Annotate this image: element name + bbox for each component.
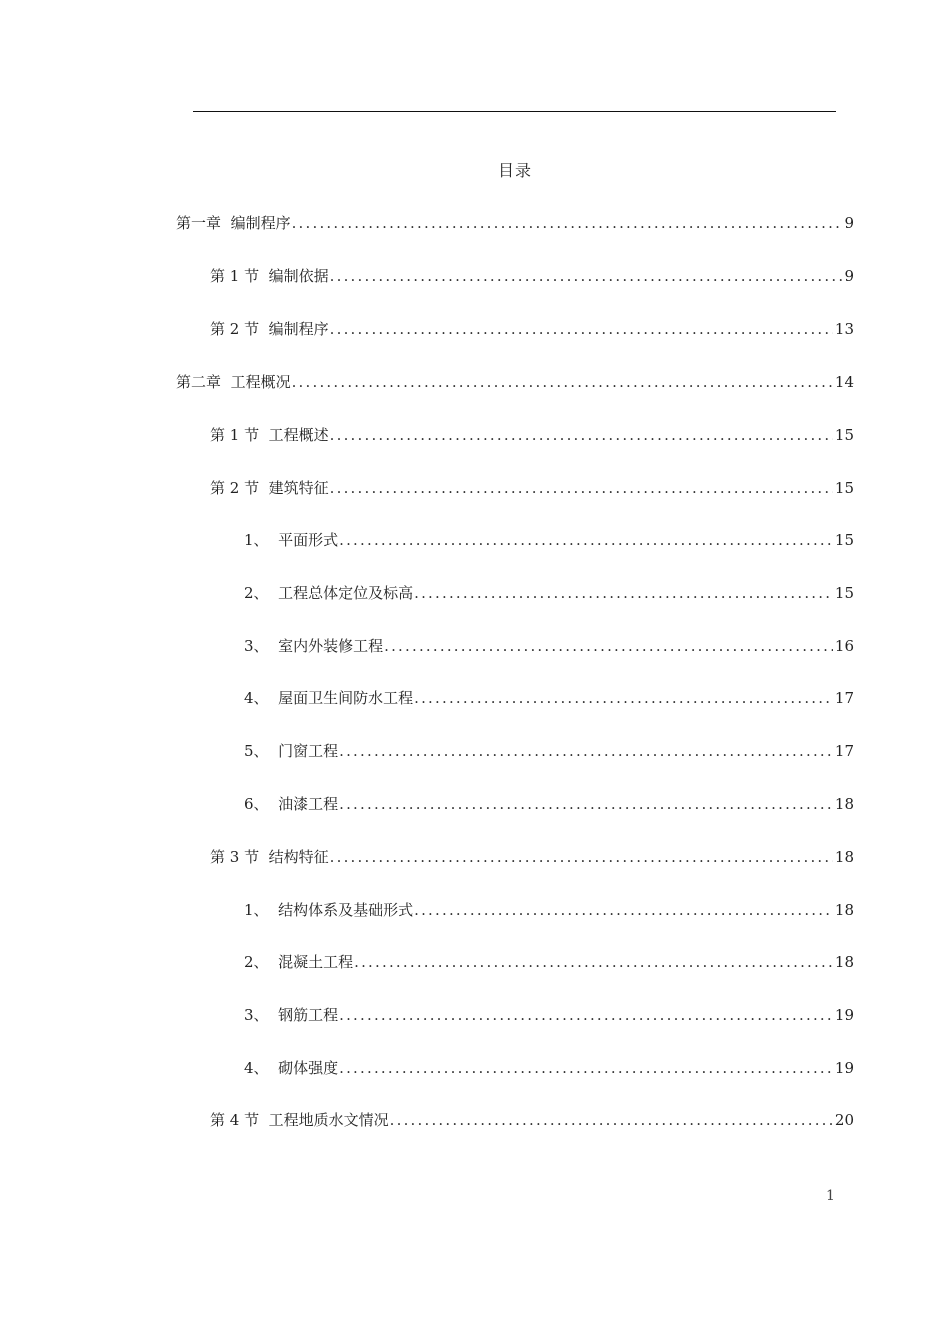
toc-entry-title: 编制程序: [230, 214, 291, 232]
toc-entry-title: 油漆工程: [278, 795, 339, 813]
toc-dot-leader: [330, 846, 833, 868]
toc-entry-page: 17: [834, 689, 854, 707]
toc-entry-page: 18: [834, 901, 854, 919]
toc-entry[interactable]: [210, 265, 854, 287]
toc-entry-title: 工程概述: [268, 426, 329, 444]
toc-dot-leader: [339, 1004, 833, 1026]
toc-entry[interactable]: [210, 477, 854, 499]
toc-entry-page: 18: [834, 953, 854, 971]
toc-dot-leader: [330, 424, 833, 446]
toc-entry-number: 2、: [244, 953, 269, 971]
toc-dot-leader: [339, 793, 833, 815]
toc-entry[interactable]: [244, 635, 854, 657]
toc-entry-page: 13: [834, 320, 854, 338]
toc-entry-title: 钢筋工程: [278, 1006, 339, 1024]
toc-dot-leader: [339, 1057, 833, 1079]
toc-entry-title: 建筑特征: [268, 479, 329, 497]
toc-entry-title: 工程地质水文情况: [268, 1111, 389, 1129]
toc-entry-title: 平面形式: [278, 531, 339, 549]
toc-dot-leader: [339, 740, 833, 762]
toc-entry[interactable]: [244, 582, 854, 604]
toc-entry[interactable]: [210, 318, 854, 340]
toc-entry-title: 砌体强度: [278, 1059, 339, 1077]
toc-dot-leader: [414, 582, 833, 604]
toc-entry-number: 第 4 节: [210, 1111, 260, 1129]
toc-entry-number: 4、: [244, 689, 269, 707]
toc-entry-page: 19: [834, 1059, 854, 1077]
toc-entry-page: 19: [834, 1006, 854, 1024]
toc-entry-number: 6、: [244, 795, 269, 813]
page-number: 1: [826, 1188, 835, 1204]
toc-entry-number: 3、: [244, 1006, 269, 1024]
toc-dot-leader: [384, 635, 833, 657]
toc-dot-leader: [330, 265, 843, 287]
toc-entry-page: 14: [834, 373, 854, 391]
toc-entry[interactable]: [244, 793, 854, 815]
toc-entry-page: 9: [844, 214, 854, 232]
toc-entry-number: 5、: [244, 742, 269, 760]
toc-entry[interactable]: [210, 846, 854, 868]
toc-entry-page: 15: [834, 479, 854, 497]
toc-entry-number: 第一章: [176, 214, 222, 232]
toc-entry-page: 15: [834, 531, 854, 549]
toc-entry[interactable]: [244, 740, 854, 762]
toc-dot-leader: [330, 318, 833, 340]
toc-entry[interactable]: [244, 1004, 854, 1026]
toc-entry-number: 第 2 节: [210, 320, 260, 338]
toc-dot-leader: [414, 687, 833, 709]
toc-entry-page: 20: [834, 1111, 854, 1129]
toc-entry-page: 9: [844, 267, 854, 285]
toc-entry-number: 第 1 节: [210, 426, 260, 444]
toc-entry-title: 混凝土工程: [278, 953, 354, 971]
toc-entry-number: 2、: [244, 584, 269, 602]
toc-entry-title: 工程总体定位及标高: [278, 584, 414, 602]
toc-entry[interactable]: [244, 899, 854, 921]
toc-dot-leader: [414, 899, 833, 921]
toc-title: 目录: [497, 161, 532, 180]
toc-dot-leader: [339, 529, 833, 551]
toc-entry-number: 1、: [244, 901, 269, 919]
toc-entry-title: 室内外装修工程: [278, 637, 384, 655]
toc-entry-title: 编制程序: [268, 320, 329, 338]
toc-entry-page: 18: [834, 795, 854, 813]
toc-dot-leader: [354, 951, 833, 973]
toc-entry-number: 第 1 节: [210, 267, 260, 285]
toc-entry-title: 结构体系及基础形式: [278, 901, 414, 919]
toc-entry-number: 第 3 节: [210, 848, 260, 866]
toc-entry[interactable]: [210, 1109, 854, 1131]
toc-dot-leader: [292, 212, 843, 234]
toc-entry-page: 15: [834, 584, 854, 602]
toc-entry-title: 编制依据: [268, 267, 329, 285]
toc-entry-page: 15: [834, 426, 854, 444]
toc-entry[interactable]: [244, 1057, 854, 1079]
toc-entry-number: 第二章: [176, 373, 222, 391]
toc-entry-title: 门窗工程: [278, 742, 339, 760]
toc-entry[interactable]: [176, 212, 854, 234]
toc-entry-page: 16: [834, 637, 854, 655]
toc-entry-number: 4、: [244, 1059, 269, 1077]
toc-entry-title: 屋面卫生间防水工程: [278, 689, 414, 707]
toc-dot-leader: [390, 1109, 833, 1131]
toc-entry-number: 1、: [244, 531, 269, 549]
toc-entry[interactable]: [244, 951, 854, 973]
toc-entry-title: 结构特征: [268, 848, 329, 866]
toc-entry-page: 18: [834, 848, 854, 866]
toc-dot-leader: [330, 477, 833, 499]
toc-entry-number: 3、: [244, 637, 269, 655]
toc-entry[interactable]: [176, 371, 854, 393]
toc-entry[interactable]: [210, 424, 854, 446]
toc-entry[interactable]: [244, 687, 854, 709]
toc-entry-page: 17: [834, 742, 854, 760]
toc-entry[interactable]: [244, 529, 854, 551]
toc-dot-leader: [292, 371, 833, 393]
toc-entry-number: 第 2 节: [210, 479, 260, 497]
toc-entry-title: 工程概况: [230, 373, 291, 391]
